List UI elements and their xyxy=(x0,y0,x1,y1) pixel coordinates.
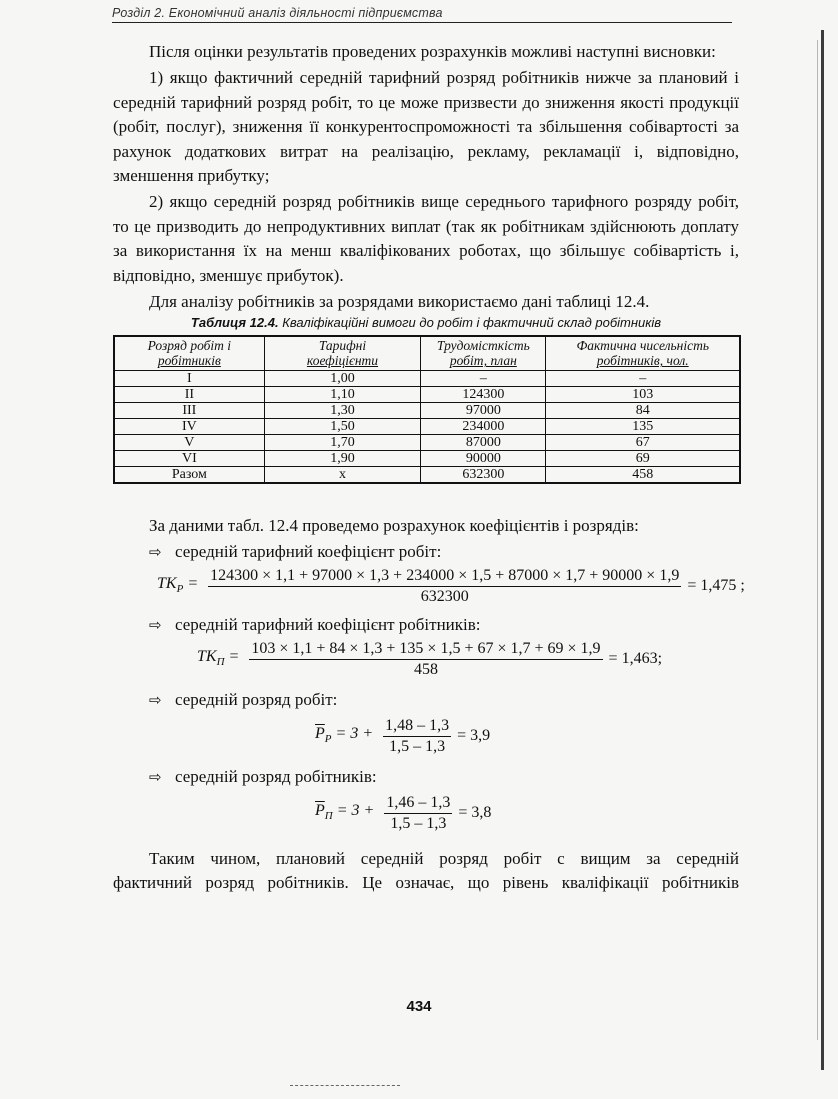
cell-coefficient: 1,70 xyxy=(264,435,421,451)
header-tariff-coefficients: Тарифні коефіцієнти xyxy=(264,336,421,371)
cell-coefficient: 1,30 xyxy=(264,403,421,419)
cell-coefficient: 1,90 xyxy=(264,451,421,467)
arrow-right-icon: ⇨ xyxy=(149,615,162,634)
cell-labor: 90000 xyxy=(421,451,546,467)
arrow-right-icon: ⇨ xyxy=(149,542,162,561)
cell-labor: 234000 xyxy=(421,419,546,435)
cell-grade: II xyxy=(114,387,264,403)
bullet-avg-grade-work: ⇨ середній розряд робіт: xyxy=(149,689,338,709)
scan-edge-line xyxy=(817,40,818,1040)
cell-coefficient: 1,00 xyxy=(264,371,421,387)
header-actual-headcount: Фактична чисельність робітників, чол. xyxy=(546,336,740,371)
formula-grade-work: $\overline{P}_P = 3$ + $\frac{1,48 - 1,3}{1,5 - 1,3}$ = 3,9 xyxy=(315,716,491,755)
cell-workers: 135 xyxy=(546,419,740,435)
cell-coefficient: 1,50 xyxy=(264,419,421,435)
header-grade: Розряд робіт і робітників xyxy=(114,336,264,371)
cell-labor: 87000 xyxy=(421,435,546,451)
table-row xyxy=(114,403,740,419)
cell-workers: 67 xyxy=(546,435,740,451)
paragraph-final-line-2: фактичний розряд робітників. Це означає, що рівень кваліфікації робітників xyxy=(113,873,739,893)
paragraph-intro: Після оцінки результатів проведених розрахунків можливі наступні висновки: xyxy=(149,42,716,61)
paragraph-final-line-1: Таким чином, плановий середній розряд робіт с вищим за середній xyxy=(149,848,739,868)
bullet-avg-tariff-coef-work: ⇨ середній тарифний коефіцієнт робіт: xyxy=(149,541,442,561)
cell-workers: 84 xyxy=(546,403,740,419)
paragraph-calculation-intro: За даними табл. 12.4 проведемо розрахунок коефіцієнтів і розрядів: xyxy=(149,516,639,536)
cell-labor: 124300 xyxy=(421,387,546,403)
table-caption-label: Таблиця 12.4. xyxy=(190,315,279,331)
cell-total-coefficient: х xyxy=(264,467,421,484)
cell-total-workers: 458 xyxy=(546,467,740,484)
table-row xyxy=(114,387,740,403)
qualification-table xyxy=(113,335,741,484)
cell-grade: V xyxy=(114,435,264,451)
table-row xyxy=(114,451,740,467)
cell-grade: III xyxy=(114,403,264,419)
formula-grade-workers: $\overline{P}_П = 3$ + $\frac{1,46 - 1,3}{1,5 - 1,3}$ = 3,8 xyxy=(315,793,492,832)
page-number: 434 xyxy=(406,998,432,1015)
paragraph-conclusion-1: 1) якщо фактичний середній тарифний розряд робітників нижче за плановий і середній тарифний розряд робіт, то це може призвести до зниження якості продукції (робіт, послуг), зниження її конкурентоспроможності та збільшення собівартості за рахунок додаткових витрат на реалізацію, рекламу, рекламації і, відповідно, зменшення прибутку; xyxy=(113,68,739,186)
cell-total-label: Разом xyxy=(114,467,264,484)
paragraph-conclusion-2: 2) якщо середній розряд робітників вище середнього тарифного розряду робіт, то це призводить до непродуктивних виплат (так як робітникам здійснюють доплату за використання їх на менш кваліфікованих роботах, що збільшує собівартість і, відповідно, зменшує прибуток). xyxy=(113,192,739,285)
cell-total-labor: 632300 xyxy=(421,467,546,484)
table-row xyxy=(114,371,740,387)
cell-grade: IV xyxy=(114,419,264,435)
table-row xyxy=(114,435,740,451)
bullet-avg-grade-workers: ⇨ середній розряд робітників: xyxy=(149,766,377,786)
bullet-avg-tariff-coef-workers: ⇨ середній тарифний коефіцієнт робітників: xyxy=(149,614,481,634)
arrow-right-icon: ⇨ xyxy=(149,690,162,709)
scan-edge-shadow xyxy=(821,30,824,1070)
table-row xyxy=(114,419,740,435)
table-caption xyxy=(113,315,739,331)
table-total-row xyxy=(114,467,740,484)
cell-grade: I xyxy=(114,371,264,387)
formula-tk-work: $TK_P$ = 124300 × 1,1 + 97000 × 1,3 + 234000 × 1,5 + 87000 × 1,7 + 90000 × 1,9 632300 = 1,475 ; xyxy=(157,566,745,605)
arrow-right-icon: ⇨ xyxy=(149,767,162,786)
running-head: Розділ 2. Економічний аналіз діяльності підприємства xyxy=(112,6,732,23)
cell-workers: 103 xyxy=(546,387,740,403)
paragraph-table-reference: Для аналізу робітників за розрядами використаємо дані таблиці 12.4. xyxy=(149,292,650,312)
table-caption-text: Кваліфікаційні вимоги до робіт і фактичний склад робітників xyxy=(282,315,662,331)
table-header-row xyxy=(114,336,740,371)
cell-workers: 69 xyxy=(546,451,740,467)
header-labor-intensity: Трудомісткість робіт, план xyxy=(421,336,546,371)
cell-labor: 97000 xyxy=(421,403,546,419)
cell-coefficient: 1,10 xyxy=(264,387,421,403)
formula-tk-workers: $TK_П$ = $\frac{103 \times 1,1 + 84 \times 1,3 + 135 \times 1,5 + 67 \times 1,7 + 69 \times 1,9}{458}$ = 1,463; xyxy=(197,639,663,678)
cell-workers: – xyxy=(546,371,740,387)
cell-grade: VI xyxy=(114,451,264,467)
page-content xyxy=(113,40,745,896)
scan-artifact-mark xyxy=(290,1085,400,1086)
cell-labor: – xyxy=(421,371,546,387)
